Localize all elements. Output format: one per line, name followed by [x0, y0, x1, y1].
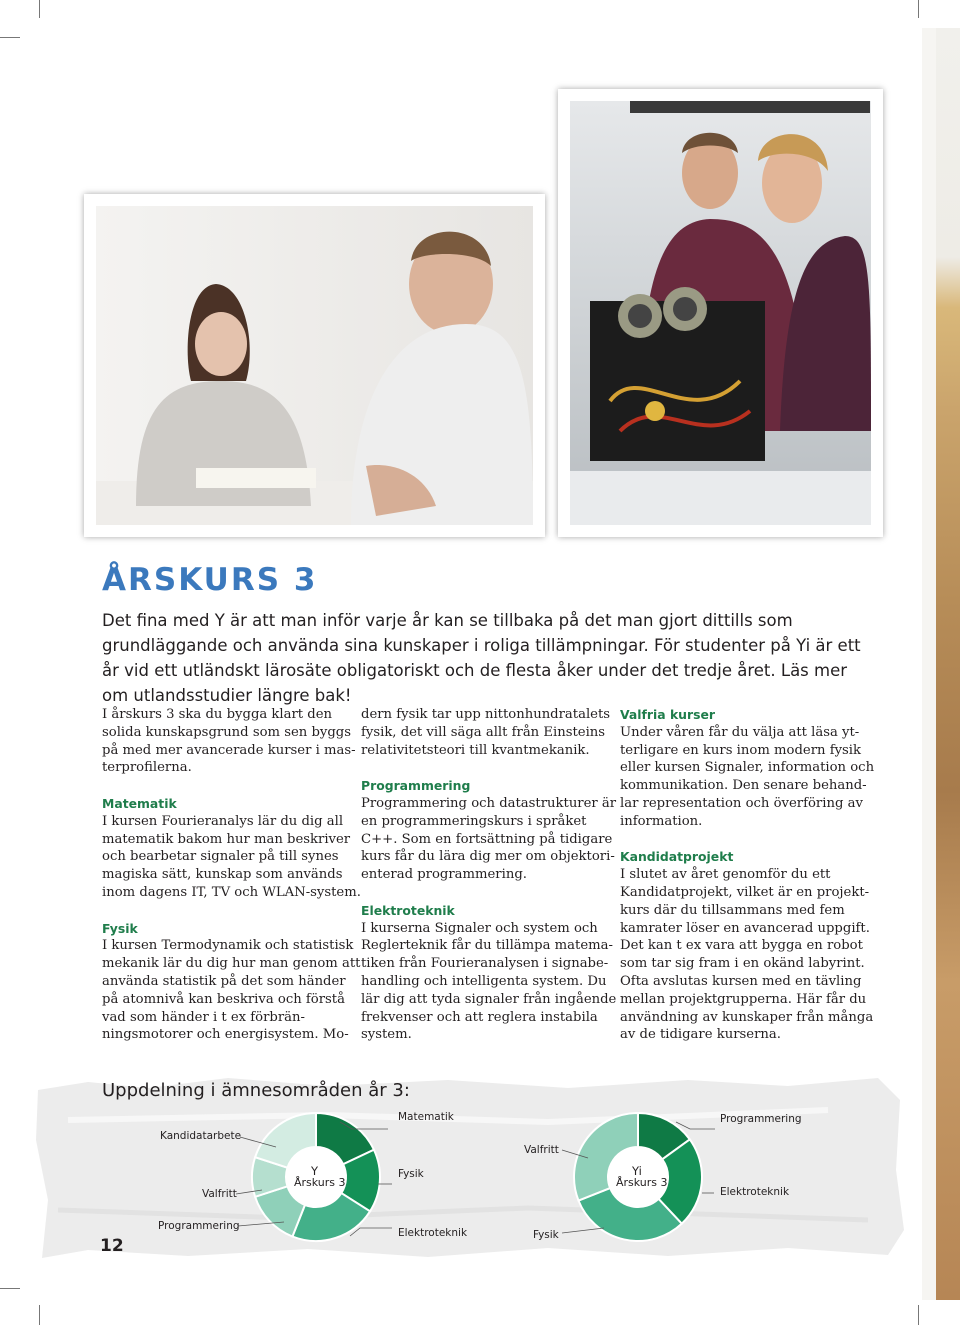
label-valfritt: Valfritt [202, 1188, 237, 1200]
leader-line-yi-programmering [676, 1122, 715, 1129]
photo-students-studying [96, 206, 533, 525]
section-heading: Fysik [102, 920, 138, 936]
section-heading: Programmering [361, 778, 471, 794]
text-column-3 [620, 706, 882, 1062]
section-programmering [361, 777, 623, 884]
label-fysik: Fysik [398, 1168, 424, 1180]
crop-mark [0, 37, 20, 38]
text-column-1 [102, 706, 364, 1062]
section-heading: Kandidatprojekt [620, 849, 734, 865]
section-kandidatprojekt [620, 848, 882, 1044]
photo-robot-lab [570, 101, 871, 525]
leader-line-kandidatarbete [240, 1137, 276, 1147]
crop-mark [0, 1288, 20, 1289]
crop-mark [918, 1305, 919, 1325]
donut-center-yi-line2: Årskurs 3 [616, 1176, 668, 1189]
paragraph: I årskurs 3 ska du bygga klart den solida kunskapsgrund som sen byggs på med mer avancerade kurser i mas-terprofilerna. [102, 707, 356, 776]
section-text: I slutet av året genomför du ett Kandidatprojekt, vilket är en projekt-kurs där du tillsammans med fem kamrater löser en avancerad uppgift. Det kan t ex vara att bygga en robot som tar sig fram i en okänd labyrint. Ofta avslutas kursen med en tävling mellan projektgrupperna. Här får du användning av kunskaper från många av de tidigare kurserna. [620, 867, 874, 1043]
page-title: ÅRSKURS 3 [102, 562, 318, 598]
section-fysik [102, 920, 364, 1045]
leader-line-matematik [340, 1122, 388, 1129]
section-heading: Valfria kurser [620, 707, 716, 722]
section-heading: Matematik [102, 795, 177, 811]
leader-line-programmering [238, 1222, 284, 1226]
leader-line-valfritt [236, 1190, 262, 1194]
leader-line-yi-fysik [562, 1228, 604, 1233]
label-yi-elektroteknik: Elektroteknik [720, 1186, 790, 1198]
photo-students-frame [84, 194, 545, 537]
label-yi-programmering: Programmering [720, 1113, 802, 1125]
chart-heading: Uppdelning i ämnesområden år 3: [102, 1080, 410, 1101]
label-programmering: Programmering [158, 1220, 240, 1232]
crop-mark [918, 0, 919, 18]
crop-mark [39, 1305, 40, 1325]
label-yi-fysik: Fysik [533, 1229, 559, 1241]
leader-lines [0, 1100, 960, 1260]
section-text: Programmering och datastrukturer är en programmeringskurs i språket C++. Som en fortsättning på tidigare kurs får du lära dig mer om objektori-enterad programmering. [361, 795, 617, 883]
section-text: I kursen Fourieranalys lär du dig all matematik bakom hur man beskriver och bearbetar signaler på till synes magiska sätt, kunskap som används inom dagens IT, TV och WLAN-system. [102, 813, 361, 900]
text-column-2 [361, 706, 623, 1062]
section-matematik [102, 795, 364, 902]
intro-paragraph: Det fina med Y är att man inför varje år kan se tillbaka på det man gjort dittills som grundläggande och använda sina kunskaper i roliga tillämpningar. För studenter på Yi är ett år vid ett utländskt lärosäte obligatoriskt och de flesta åker under det tredje året. Läs mer om utlandsstudier längre bak! [102, 611, 861, 705]
page-number: 12 [100, 1236, 124, 1256]
section-text: Under våren får du välja att läsa yt-terligare en kurs inom modern fysik eller kursen Signaler, information och kommunikation. Den senare behand-lar representation och överföring av information. [620, 724, 875, 829]
section-heading: Elektroteknik [361, 902, 455, 918]
photo-robot-frame [558, 89, 883, 537]
leader-line-yi-valfritt [562, 1150, 588, 1158]
paragraph: dern fysik tar upp nittonhundratalets fysik, det vill säga allt från Einsteins relativitetsteori till kvantmekanik. [361, 707, 611, 758]
label-matematik: Matematik [398, 1111, 454, 1123]
leader-line-elektroteknik [350, 1228, 392, 1236]
crop-mark [39, 0, 40, 18]
donut-center-y-line1: Y [311, 1164, 319, 1178]
label-kandidatarbete: Kandidatarbete [160, 1130, 242, 1142]
section-text: I kursen Termodynamik och statistisk mekanik lär du dig hur man genom att använda statistik på det som händer på atomnivå kan beskriva och förstå vad som händer i t ex förbrän-ningsmotorer och energisystem. Mo- [102, 938, 361, 1043]
label-elektroteknik: Elektroteknik [398, 1227, 468, 1239]
donut-center-y-line2: Årskurs 3 [294, 1176, 346, 1189]
section-text: I kurserna Signaler och system och Reglerteknik får du tillämpa matema-tiken från Fourieranalysen i signabe-handling och intelligenta system. Du lär dig att tyda signaler från ingående frekvenser och att reglera instabila system. [361, 920, 617, 1043]
section-elektroteknik [361, 902, 623, 1044]
donut-center-yi-line1: Yi [632, 1164, 642, 1178]
section-valfria-kurser [620, 706, 882, 831]
label-yi-valfritt: Valfritt [524, 1144, 559, 1156]
